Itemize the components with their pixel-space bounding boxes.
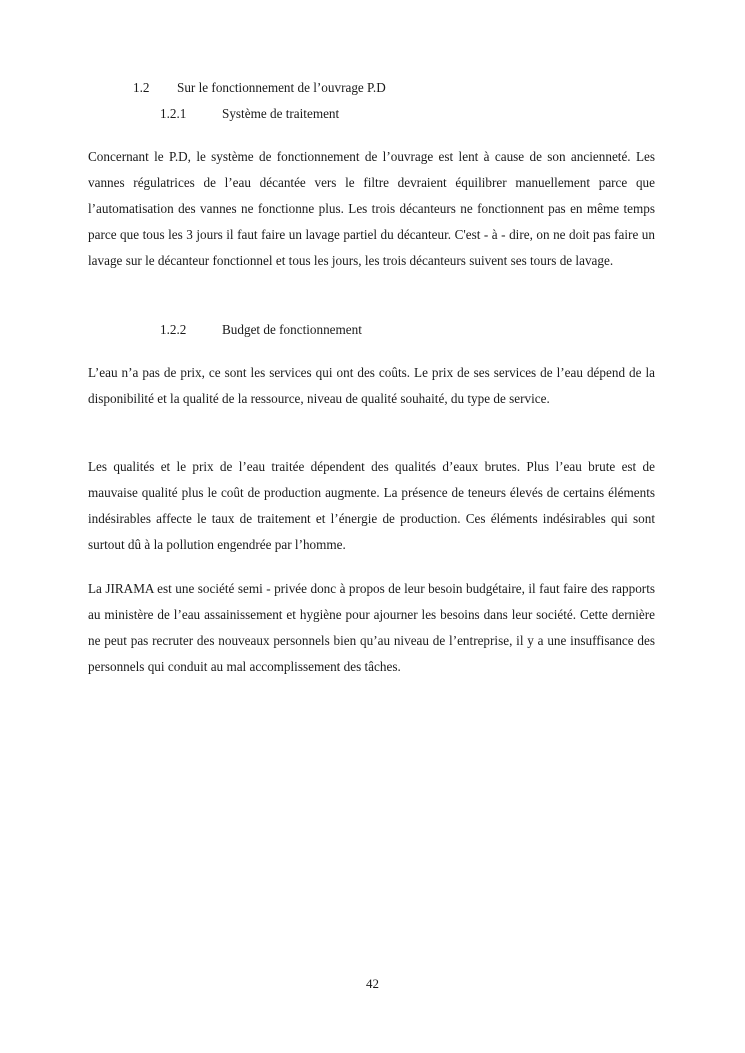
section-title: Sur le fonctionnement de l’ouvrage P.D [177, 80, 386, 95]
paragraph-qualites: Les qualités et le prix de l’eau traitée dépendent des qualités d’eaux brutes. Plus l’eau brute est de mauvaise qualité plus le coût de production augmente. La présence de teneurs élevés de certains éléments indésirables affecte le taux de traitement et l’énergie de production. Ces éléments indésirables qui sont surtout dû à la pollution engendrée par l’homme. [88, 459, 655, 553]
section-heading [133, 80, 533, 96]
paragraph-systeme: Concernant le P.D, le système de fonctionnement de l’ouvrage est lent à cause de son ancienneté. Les vannes régulatrices de l’eau décantée vers le filtre devraient équilibrer manuellement parce que l’automatisation des vannes ne fonctionne plus. Les trois décanteurs ne fonctionnent pas en même temps parce que tous les 3 jours il faut faire un lavage partiel du décanteur. C'est - à - dire, on ne doit pas faire un lavage sur le décanteur fonctionnel et tous les jours, les trois décanteurs suivent ses tours de lavage. [88, 149, 655, 269]
paragraph-jirama: La JIRAMA est une société semi - privée donc à propos de leur besoin budgétaire, il faut faire des rapports au ministère de l’eau assainissement et hygiène pour ajourner les besoins dans leur société. Cette dernière ne peut pas recruter des nouveaux personnels bien qu’au niveau de l’entreprise, il y a une insuffisance des personnels qui conduit au mal accomplissement des tâches. [88, 581, 655, 675]
paragraph-prix-eau: L’eau n’a pas de prix, ce sont les services qui ont des coûts. Le prix de ses services de l’eau dépend de la disponibilité et la qualité de la ressource, niveau de qualité souhaité, du type de service. [88, 365, 655, 407]
section-number: 1.2 [133, 80, 150, 95]
subsection-title: Système de traitement [222, 106, 340, 121]
subsection-heading-budget [160, 322, 560, 338]
subsection-title: Budget de fonctionnement [222, 322, 362, 337]
page-number: 42 [366, 976, 379, 991]
subsection-number: 1.2.1 [160, 106, 187, 121]
subsection-heading-systeme [160, 106, 560, 122]
subsection-number: 1.2.2 [160, 322, 187, 337]
